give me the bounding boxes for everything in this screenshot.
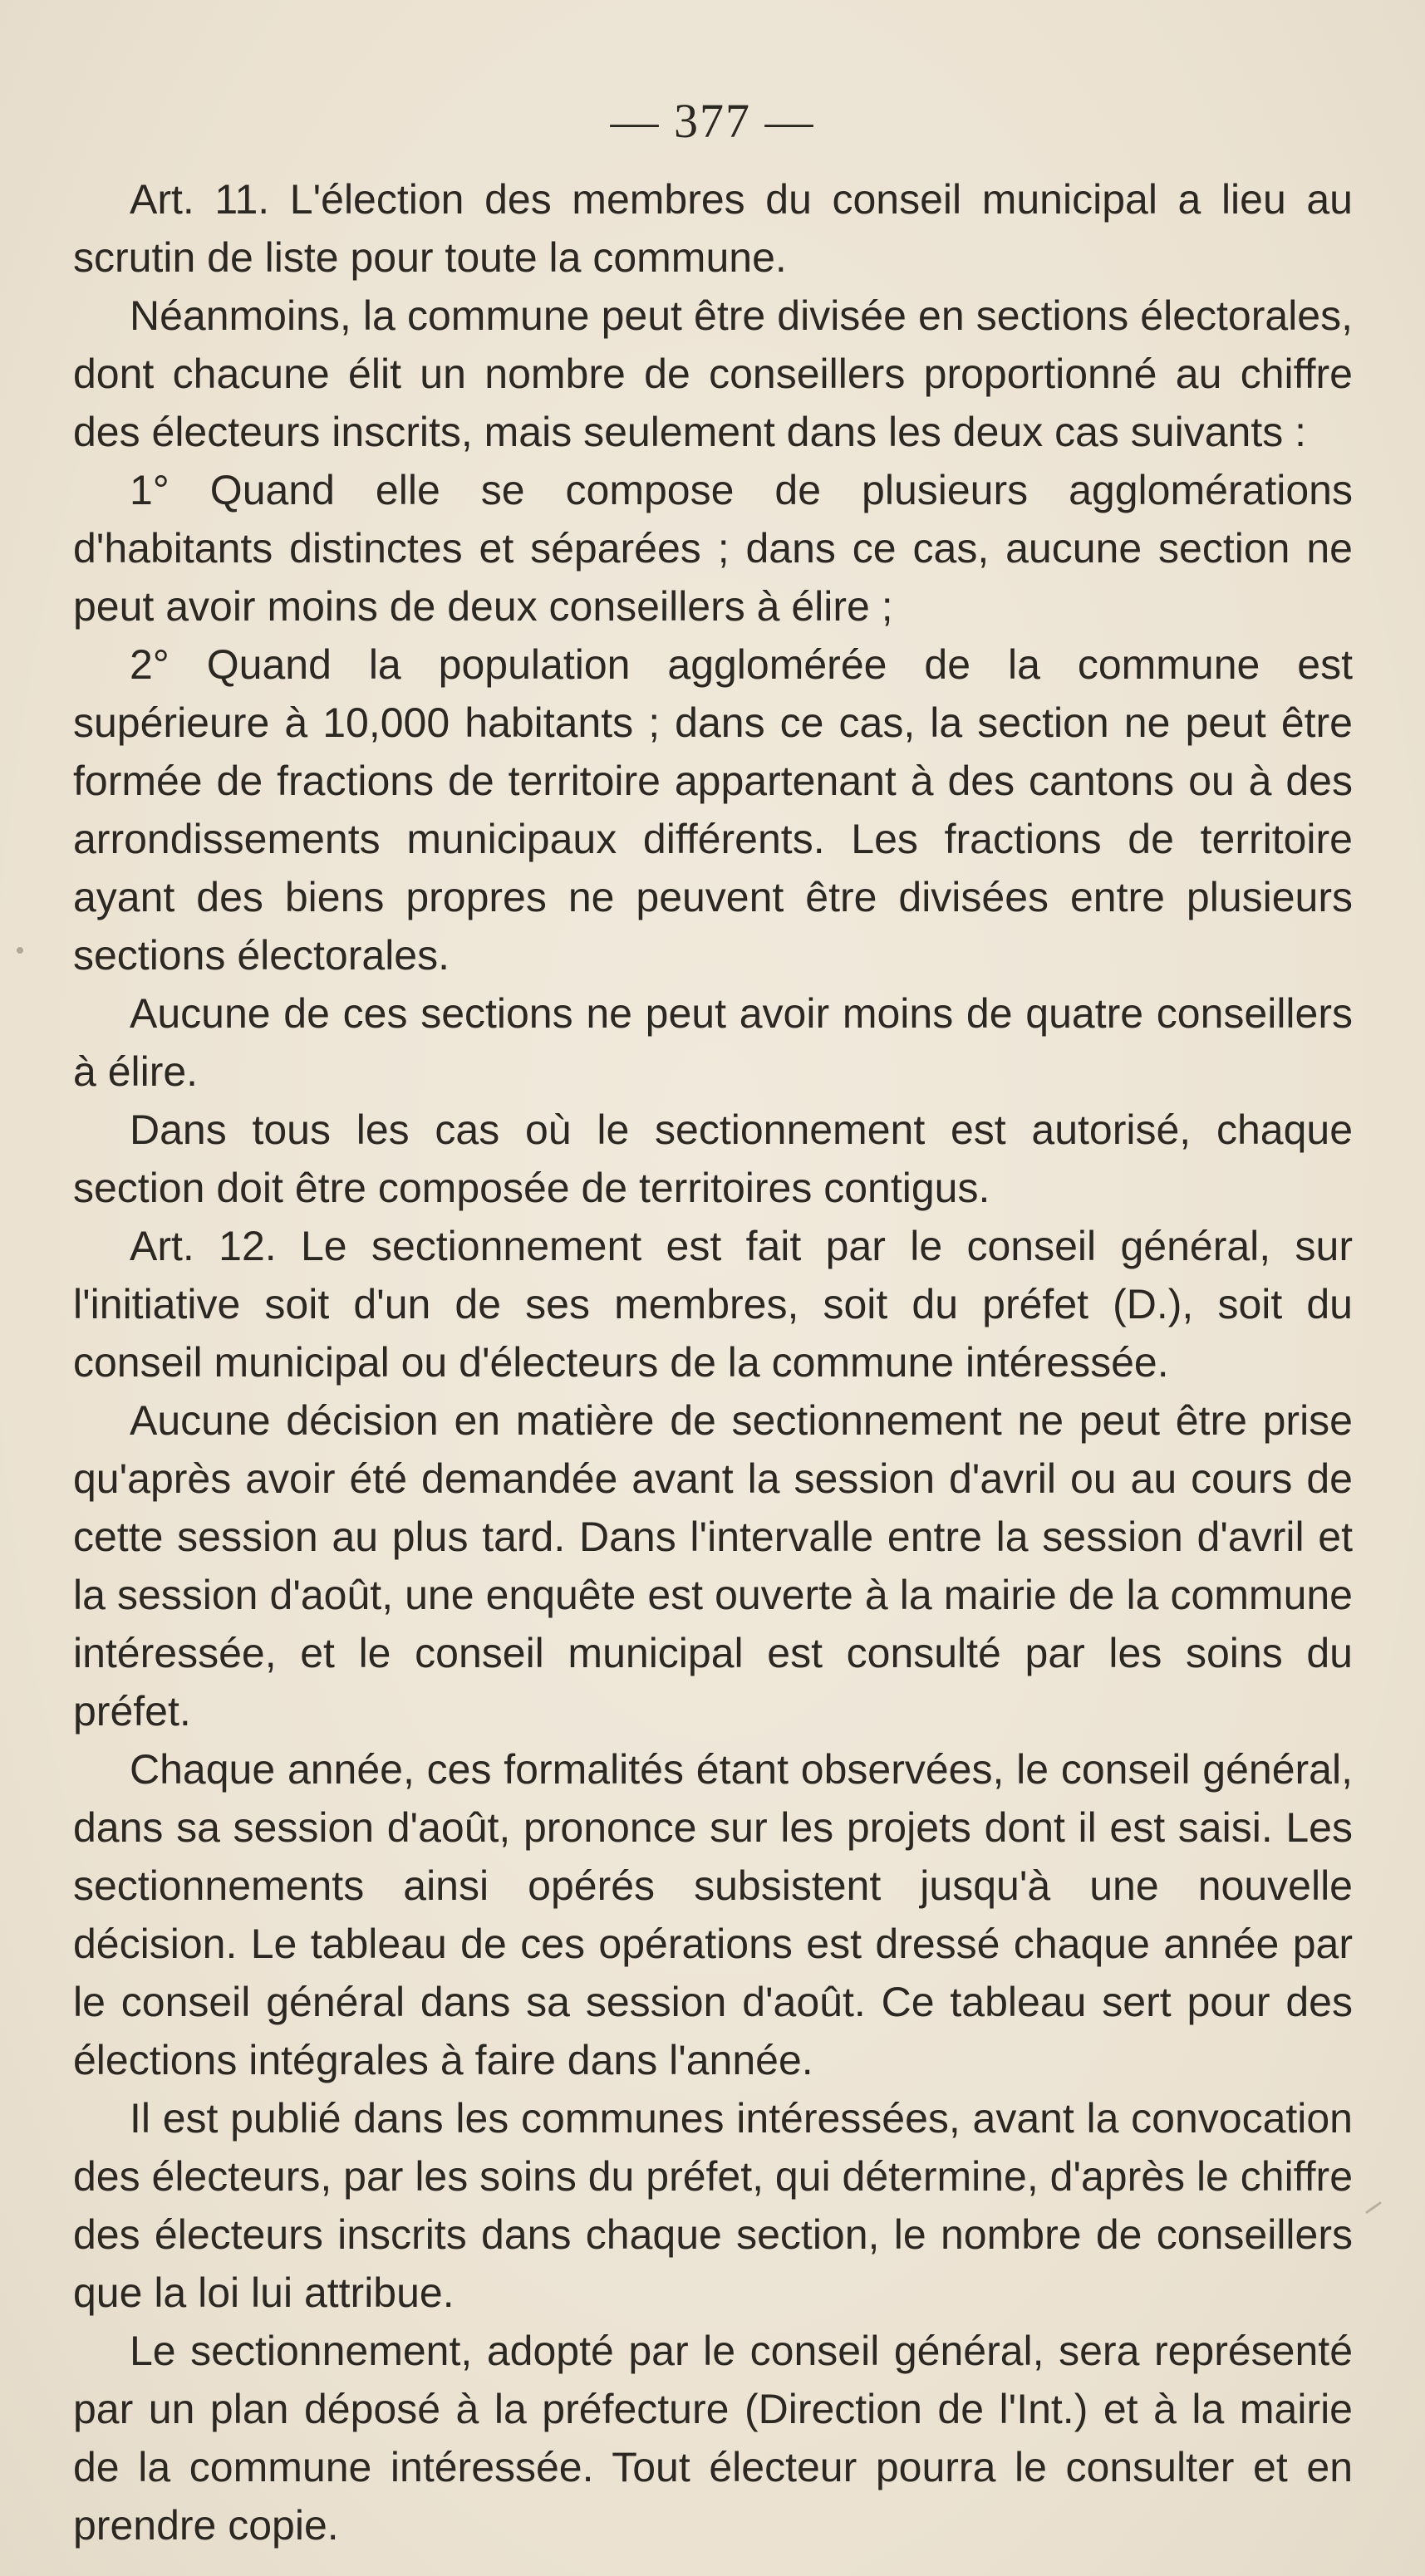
body-text — [73, 170, 1353, 2554]
paragraph-case-1: 1° Quand elle se compose de plusieurs agglomérations d'habitants distinctes et séparées ; dans ce cas, aucune section ne peut avoir moins de deux conseillers à élire ; — [73, 467, 1353, 630]
paragraph-decision: Aucune décision en matière de sectionnement ne peut être prise qu'après avoir été demandée avant la session d'avril ou au cours de cette session au plus tard. Dans l'intervalle entre la session d'avril et la session d'août, une enquête est ouverte à la mairie de la commune intéressée, et le conseil municipal est consulté par les soins du préfet. — [73, 1397, 1353, 1735]
paragraph-sections: Néanmoins, la commune peut être divisée en sections électorales, dont chacune élit un nombre de conseillers proportionné au chiffre des électeurs inscrits, mais seulement dans les deux cas suivants : — [73, 292, 1353, 455]
paragraph-art-12: Art. 12. Le sectionnement est fait par le conseil général, sur l'initiative soit d'un de ses membres, soit du préfet (D.), soit du conseil municipal ou d'électeurs de la commune intéressée. — [73, 1223, 1353, 1386]
paragraph-case-2: 2° Quand la population agglomérée de la commune est supérieure à 10,000 habitants ; dans ce cas, la section ne peut être formée de fractions de territoire appartenant à des cantons ou à des arrondissements municipaux différents. Les fractions de territoire ayant des biens propres ne peuvent être divisées entre plusieurs sections électorales. — [73, 641, 1353, 979]
margin-mark — [1365, 2201, 1382, 2214]
ink-speck — [17, 947, 23, 954]
paragraph-plan: Le sectionnement, adopté par le conseil général, sera représenté par un plan déposé à la préfecture (Direction de l'Int.) et à la mairie de la commune intéressée. Tout électeur pourra le consulter et en prendre copie. — [73, 2328, 1353, 2549]
page-number: — 377 — — [610, 94, 815, 148]
paragraph-art-11: Art. 11. L'élection des membres du conseil municipal a lieu au scrutin de liste pour toute la commune. — [73, 176, 1353, 281]
paragraph-annual: Chaque année, ces formalités étant observées, le conseil général, dans sa session d'août, prononce sur les projets dont il est saisi. Les sectionnements ainsi opérés subsistent jusqu'à une nouvelle décision. Le tableau de ces opérations est dressé chaque année par le conseil général dans sa session d'août. Ce tableau sert pour des élections intégrales à faire dans l'année. — [73, 1746, 1353, 2083]
paragraph-publication: Il est publié dans les communes intéressées, avant la convocation des électeurs, par les soins du préfet, qui détermine, d'après le chiffre des électeurs inscrits dans chaque section, le nombre de conseillers que la loi lui attribue. — [73, 2095, 1354, 2316]
paragraph-minimum-councillors: Aucune de ces sections ne peut avoir moins de quatre conseillers à élire. — [73, 990, 1353, 1095]
paragraph-contiguous: Dans tous les cas où le sectionnement est autorisé, chaque section doit être composée de territoires contigus. — [73, 1106, 1353, 1211]
